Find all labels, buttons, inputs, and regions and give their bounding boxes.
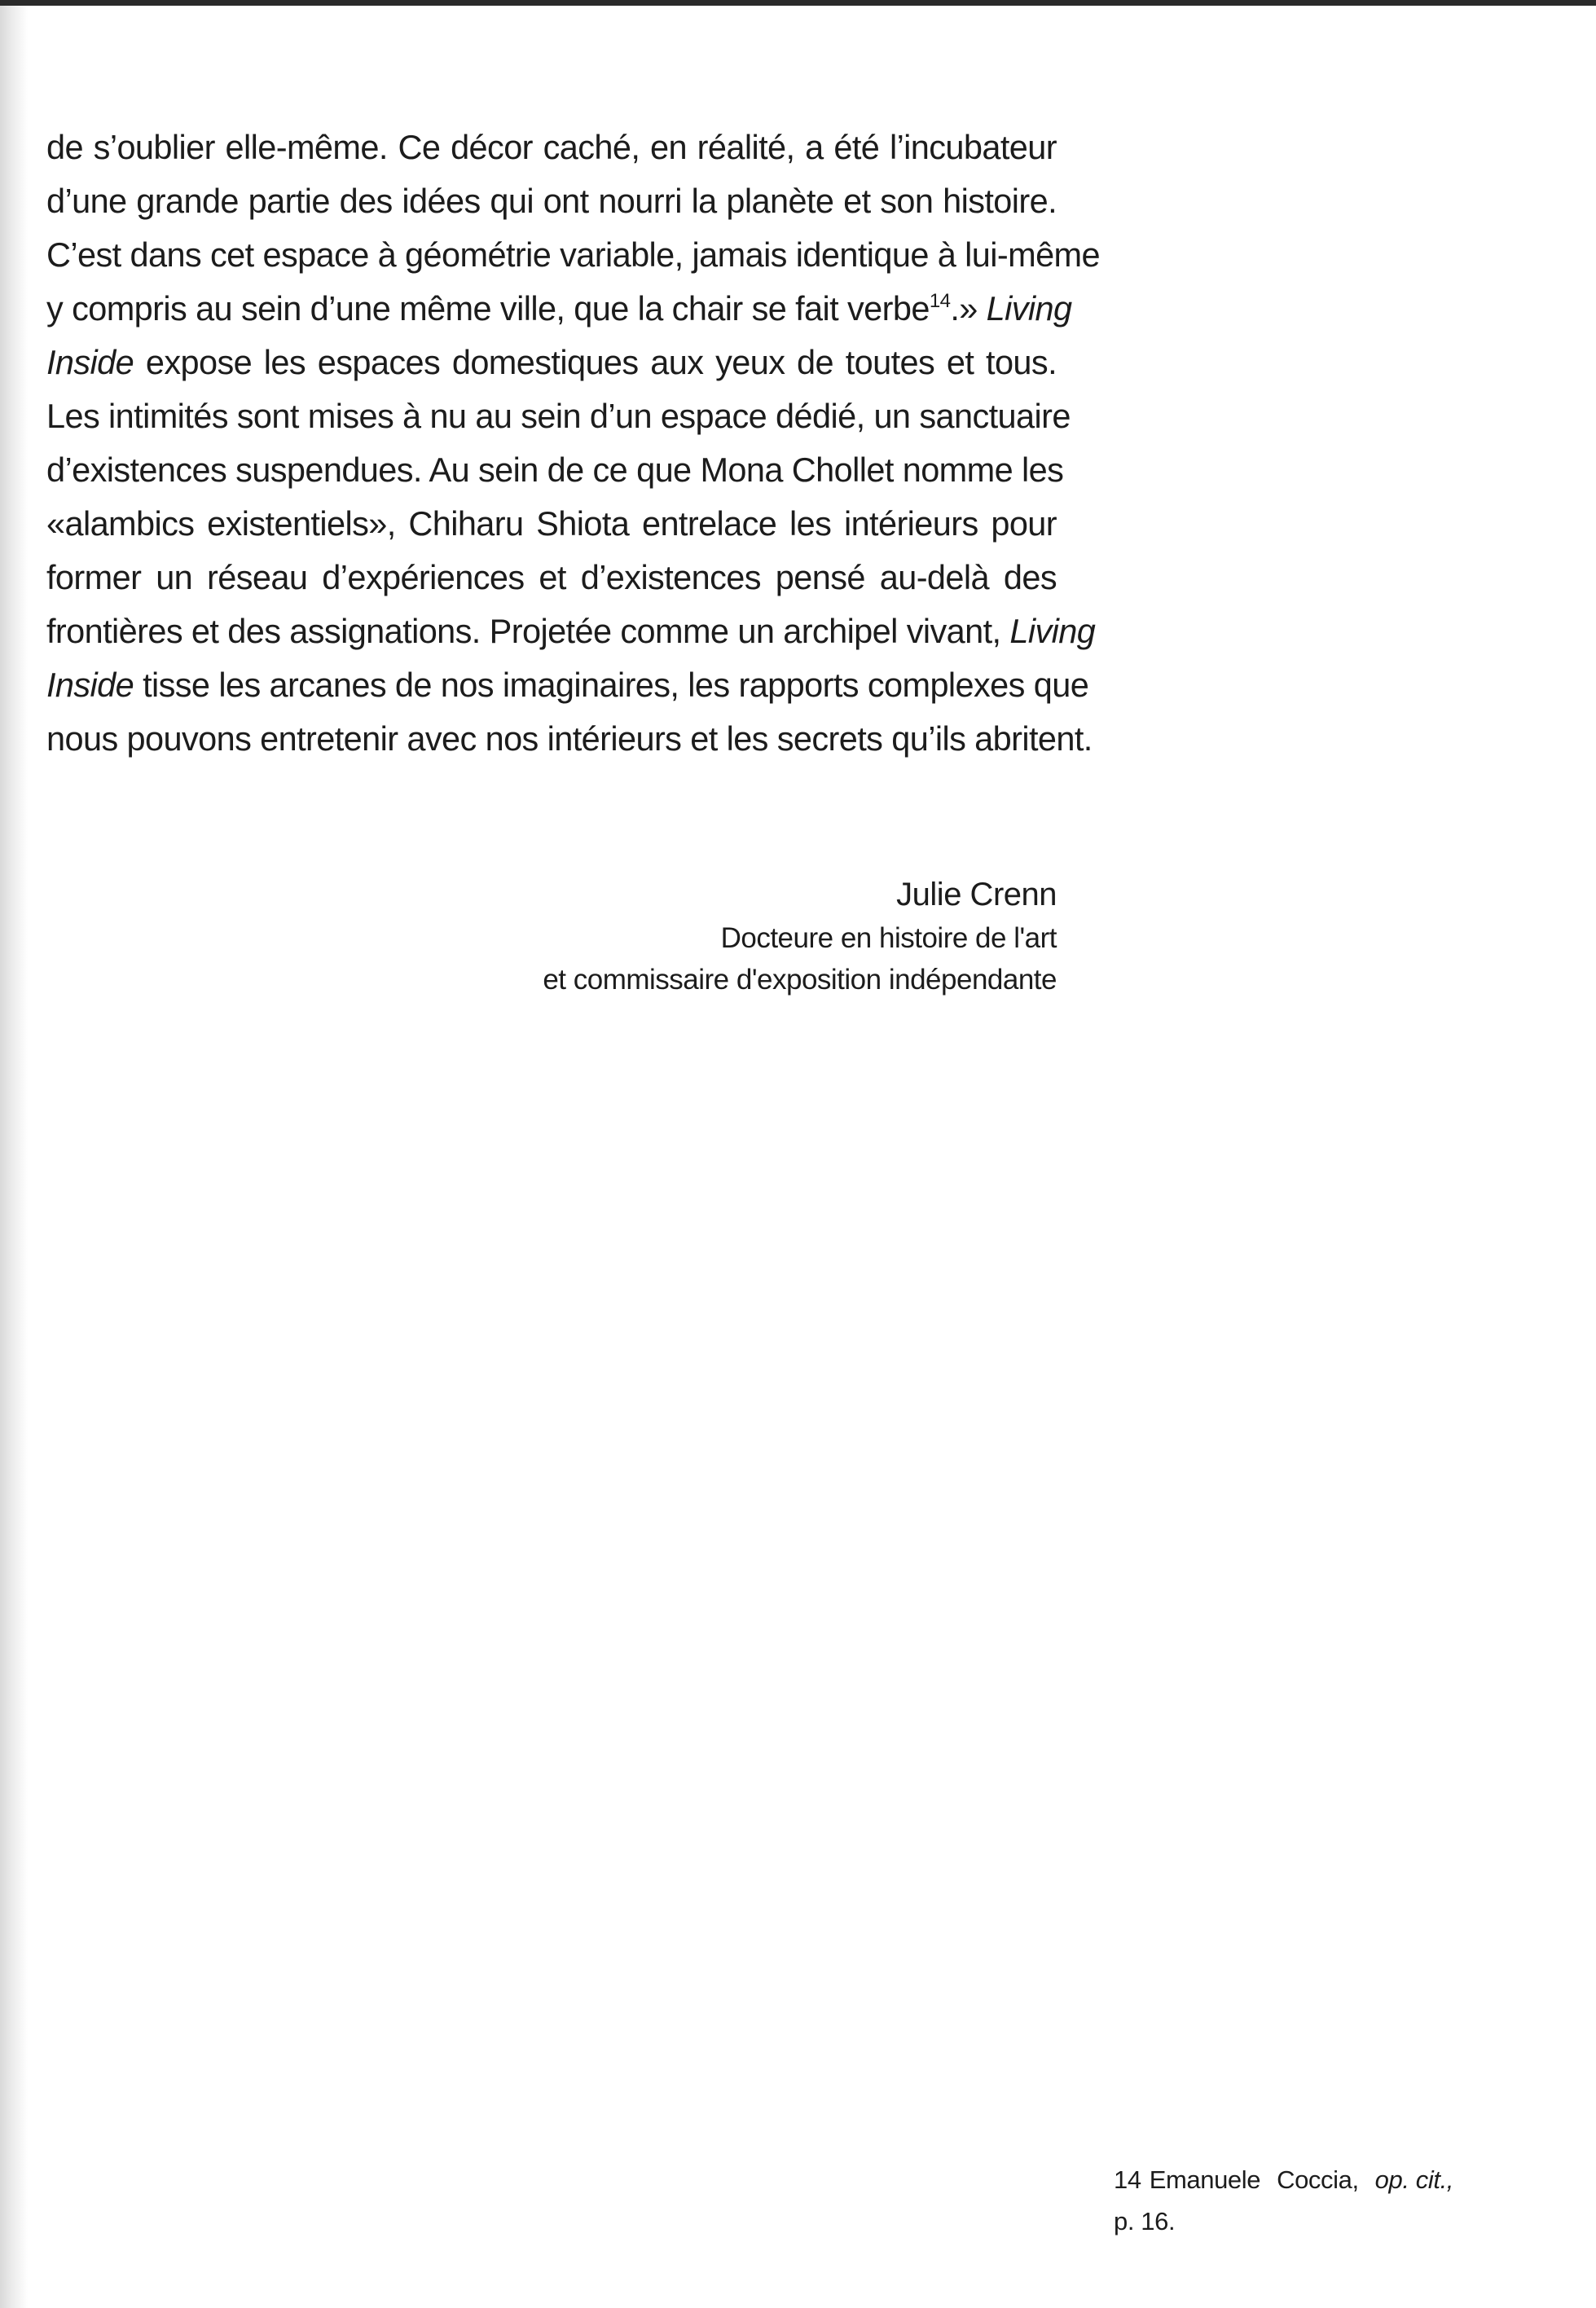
- text-line: [46, 336, 1057, 389]
- text-line: d’une grande partie des idées qui ont nourri la planète et son histoire.: [46, 182, 1057, 220]
- author-name: Julie Crenn: [896, 877, 1057, 912]
- footnote: [1114, 2159, 1488, 2242]
- work-title-italic: Living: [986, 289, 1072, 328]
- text-segment: y compris au sein d’une même ville, que la chair se fait verbe: [46, 289, 930, 328]
- author-role: Docteure en histoire de l'art: [720, 922, 1057, 954]
- text-line: former un réseau d’expériences et d’existences pensé au-delà des: [46, 558, 1057, 596]
- text-line: [46, 658, 1089, 712]
- text-segment: frontières et des assignations. Projetée comme un archipel vivant,: [46, 612, 1010, 650]
- body-paragraph: [46, 121, 1100, 766]
- footnote-number: 14: [1114, 2165, 1141, 2194]
- work-title-italic: Inside: [46, 343, 134, 381]
- author-signature: [543, 872, 1057, 1000]
- scan-binding-shadow: [0, 6, 28, 2308]
- text-line: d’existences suspendues. Au sein de ce que Mona Chollet nomme les: [46, 451, 1064, 489]
- author-role: et commissaire d'exposition indépendante: [543, 964, 1057, 996]
- text-segment: .»: [950, 289, 987, 328]
- text-segment: expose les espaces domestiques aux yeux de toutes et tous.: [134, 343, 1057, 381]
- text-line: [46, 604, 1096, 658]
- footnote-line: p. 16.: [1114, 2207, 1176, 2235]
- text-line: Les intimités sont mises à nu au sein d’un espace dédié, un sanctuaire: [46, 397, 1071, 435]
- footnote-author: Coccia,: [1277, 2165, 1359, 2194]
- text-line: nous pouvons entretenir avec nos intérieurs et les secrets qu’ils abritent.: [46, 719, 1093, 758]
- text-line: [46, 282, 1072, 336]
- work-title-italic: Living: [1009, 612, 1096, 650]
- footnote-author: Emanuele: [1149, 2165, 1261, 2194]
- text-line: «alambics existentiels», Chiharu Shiota entrelace les intérieurs pour: [46, 504, 1057, 543]
- footnote-line: [1114, 2159, 1488, 2200]
- text-segment: tisse les arcanes de nos imaginaires, les rapports complexes que: [134, 666, 1089, 704]
- text-line: de s’oublier elle-même. Ce décor caché, en réalité, a été l’incubateur: [46, 128, 1057, 166]
- text-line: C’est dans cet espace à géométrie variable, jamais identique à lui-même: [46, 235, 1100, 274]
- scan-top-edge: [0, 0, 1596, 6]
- footnote-reference: 14: [929, 290, 951, 312]
- work-title-italic: Inside: [46, 666, 134, 704]
- footnote-op-cit: op. cit.,: [1374, 2165, 1454, 2194]
